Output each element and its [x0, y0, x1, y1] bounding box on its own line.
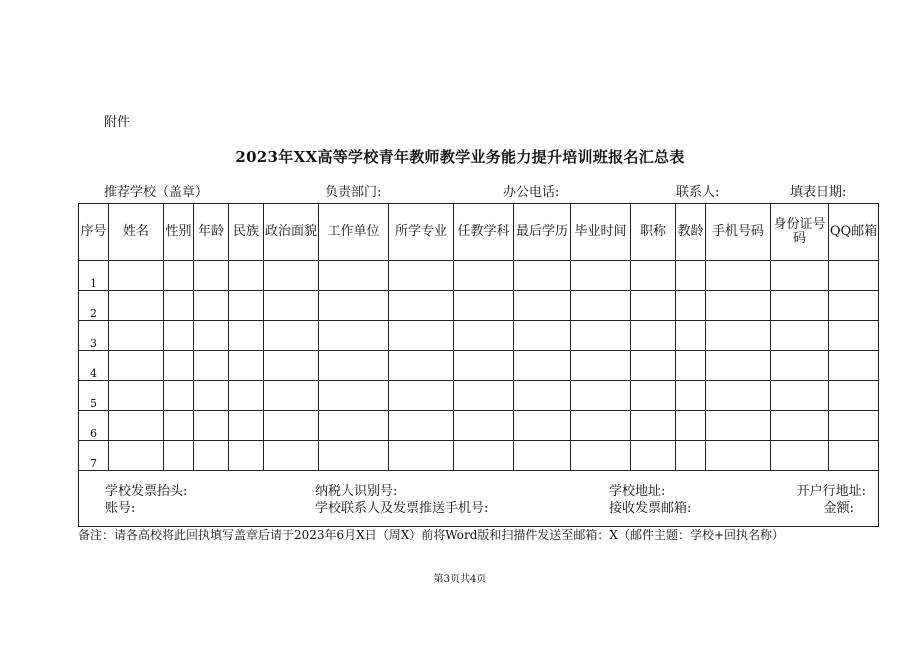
school-address-label: 学校地址: — [609, 484, 666, 499]
table-cell[interactable] — [829, 261, 879, 291]
table-cell[interactable] — [194, 441, 229, 471]
table-header-cell: 民族 — [229, 204, 264, 261]
table-cell[interactable] — [319, 411, 389, 441]
table-cell[interactable] — [706, 381, 771, 411]
table-header-row — [79, 204, 879, 261]
account-label: 账号: — [105, 501, 136, 516]
table-cell[interactable] — [771, 381, 829, 411]
invoice-contact-label: 学校联系人及发票推送手机号: — [315, 501, 489, 516]
table-cell[interactable] — [829, 381, 879, 411]
table-cell[interactable] — [771, 291, 829, 321]
table-cell[interactable] — [109, 351, 164, 381]
table-cell[interactable] — [514, 291, 571, 321]
table-cell[interactable] — [194, 291, 229, 321]
table-cell[interactable] — [676, 381, 706, 411]
table-cell[interactable] — [676, 261, 706, 291]
amount-label: 金额: — [823, 501, 854, 516]
table-cell[interactable] — [454, 441, 514, 471]
table-row — [79, 411, 879, 441]
table-header-cell: 身份证号码 — [771, 204, 829, 261]
table-cell[interactable] — [676, 411, 706, 441]
table-cell[interactable] — [264, 411, 319, 441]
table-header-cell: 姓名 — [109, 204, 164, 261]
table-header-cell: 序号 — [79, 204, 109, 261]
table-cell[interactable] — [771, 351, 829, 381]
table-cell[interactable] — [164, 291, 194, 321]
table-cell[interactable] — [109, 321, 164, 351]
row-number: 3 — [79, 321, 109, 351]
meta-date: 填表日期: — [790, 185, 847, 200]
table-cell[interactable] — [571, 321, 631, 351]
table-row — [79, 291, 879, 321]
table-cell[interactable] — [631, 441, 676, 471]
registration-table — [78, 203, 879, 527]
table-cell[interactable] — [454, 291, 514, 321]
table-cell[interactable] — [571, 291, 631, 321]
table-cell[interactable] — [454, 261, 514, 291]
row-number: 5 — [79, 381, 109, 411]
table-cell[interactable] — [631, 321, 676, 351]
table-cell[interactable] — [676, 441, 706, 471]
table-cell[interactable] — [229, 441, 264, 471]
table-cell[interactable] — [631, 291, 676, 321]
table-cell[interactable] — [229, 291, 264, 321]
table-cell[interactable] — [194, 261, 229, 291]
table-cell[interactable] — [229, 411, 264, 441]
table-cell[interactable] — [164, 411, 194, 441]
table-cell[interactable] — [109, 291, 164, 321]
table-cell[interactable] — [571, 351, 631, 381]
table-cell[interactable] — [706, 351, 771, 381]
table-cell[interactable] — [194, 381, 229, 411]
table-cell[interactable] — [264, 351, 319, 381]
table-cell[interactable] — [109, 261, 164, 291]
attachment-label: 附件 — [104, 115, 131, 130]
table-cell[interactable] — [706, 321, 771, 351]
table-cell[interactable] — [514, 411, 571, 441]
table-cell[interactable] — [571, 261, 631, 291]
table-header-cell: 政治面貌 — [264, 204, 319, 261]
meta-phone: 办公电话: — [503, 185, 560, 200]
table-cell[interactable] — [676, 351, 706, 381]
table-cell[interactable] — [631, 351, 676, 381]
table-header-cell: 职称 — [631, 204, 676, 261]
table-cell[interactable] — [229, 321, 264, 351]
table-cell[interactable] — [706, 411, 771, 441]
table-cell[interactable] — [264, 381, 319, 411]
table-header-cell: 所学专业 — [389, 204, 454, 261]
table-cell[interactable] — [264, 261, 319, 291]
table-cell[interactable] — [164, 441, 194, 471]
table-row — [79, 321, 879, 351]
table-cell[interactable] — [389, 411, 454, 441]
table-row — [79, 381, 879, 411]
meta-dept: 负责部门: — [325, 185, 382, 200]
table-cell[interactable] — [631, 381, 676, 411]
table-cell[interactable] — [514, 321, 571, 351]
table-cell[interactable] — [571, 411, 631, 441]
tax-id-label: 纳税人识别号: — [315, 484, 398, 499]
table-cell[interactable] — [571, 381, 631, 411]
table-cell[interactable] — [829, 411, 879, 441]
table-cell[interactable] — [829, 441, 879, 471]
table-header-cell: 最后学历 — [514, 204, 571, 261]
row-number: 4 — [79, 351, 109, 381]
table-row — [79, 441, 879, 471]
invoice-title-label: 学校发票抬头: — [105, 484, 188, 499]
meta-contact: 联系人: — [676, 185, 720, 200]
table-cell[interactable] — [229, 351, 264, 381]
table-cell[interactable] — [389, 261, 454, 291]
table-cell[interactable] — [164, 321, 194, 351]
table-header-cell: 手机号码 — [706, 204, 771, 261]
row-number: 2 — [79, 291, 109, 321]
table-cell[interactable] — [514, 381, 571, 411]
table-cell[interactable] — [264, 321, 319, 351]
table-cell[interactable] — [631, 261, 676, 291]
table-cell[interactable] — [389, 321, 454, 351]
table-cell[interactable] — [109, 441, 164, 471]
table-cell[interactable] — [264, 441, 319, 471]
table-cell[interactable] — [829, 321, 879, 351]
table-cell[interactable] — [514, 441, 571, 471]
table-cell[interactable] — [676, 321, 706, 351]
table-cell[interactable] — [319, 441, 389, 471]
table-header-cell: 工作单位 — [319, 204, 389, 261]
row-number: 7 — [79, 441, 109, 471]
table-cell[interactable] — [164, 261, 194, 291]
table-header-cell: QQ邮箱 — [829, 204, 879, 261]
table-cell[interactable] — [319, 351, 389, 381]
table-header-cell: 教龄 — [676, 204, 706, 261]
table-cell[interactable] — [319, 291, 389, 321]
table-header-cell: 毕业时间 — [571, 204, 631, 261]
table-cell[interactable] — [194, 411, 229, 441]
table-cell[interactable] — [319, 321, 389, 351]
table-row — [79, 261, 879, 291]
table-cell[interactable] — [771, 441, 829, 471]
row-number: 1 — [79, 261, 109, 291]
table-cell[interactable] — [454, 321, 514, 351]
table-row — [79, 351, 879, 381]
table-cell[interactable] — [264, 291, 319, 321]
table-cell[interactable] — [631, 411, 676, 441]
table-cell[interactable] — [389, 291, 454, 321]
invoice-info-row — [79, 471, 879, 527]
table-cell[interactable] — [514, 351, 571, 381]
table-cell[interactable] — [319, 261, 389, 291]
table-cell[interactable] — [109, 411, 164, 441]
row-number: 6 — [79, 411, 109, 441]
table-cell[interactable] — [164, 351, 194, 381]
table-cell[interactable] — [514, 261, 571, 291]
invoice-email-label: 接收发票邮箱: — [609, 501, 692, 516]
table-header-cell: 任教学科 — [454, 204, 514, 261]
table-cell[interactable] — [389, 441, 454, 471]
table-cell[interactable] — [676, 291, 706, 321]
table-cell[interactable] — [389, 381, 454, 411]
table-cell[interactable] — [229, 261, 264, 291]
table-cell[interactable] — [829, 291, 879, 321]
table-cell[interactable] — [389, 351, 454, 381]
table-cell[interactable] — [706, 441, 771, 471]
table-cell[interactable] — [109, 381, 164, 411]
table-cell[interactable] — [454, 351, 514, 381]
table-header-cell: 年龄 — [194, 204, 229, 261]
bank-address-label: 开户行地址: — [796, 484, 866, 499]
table-cell[interactable] — [194, 321, 229, 351]
table-cell[interactable] — [771, 321, 829, 351]
table-cell[interactable] — [194, 351, 229, 381]
page-number: 第3页共4页 — [433, 574, 487, 585]
remark-note: 备注：请各高校将此回执填写盖章后请于2023年6月X日（周X）前将Word版和扫描件发送至邮箱：X（邮件主题：学校+回执名称） — [78, 528, 785, 542]
table-cell[interactable] — [319, 381, 389, 411]
table-cell[interactable] — [164, 381, 194, 411]
invoice-info-cell — [79, 471, 879, 527]
table-cell[interactable] — [706, 291, 771, 321]
table-cell[interactable] — [706, 261, 771, 291]
table-cell[interactable] — [829, 351, 879, 381]
table-cell[interactable] — [771, 261, 829, 291]
table-cell[interactable] — [454, 411, 514, 441]
page-title: 2023年XX高等学校青年教师教学业务能力提升培训班报名汇总表 — [235, 148, 685, 166]
table-cell[interactable] — [571, 441, 631, 471]
table-cell[interactable] — [771, 411, 829, 441]
table-cell[interactable] — [454, 381, 514, 411]
meta-school: 推荐学校（盖章） — [104, 185, 209, 200]
table-cell[interactable] — [229, 381, 264, 411]
table-header-cell: 性别 — [164, 204, 194, 261]
